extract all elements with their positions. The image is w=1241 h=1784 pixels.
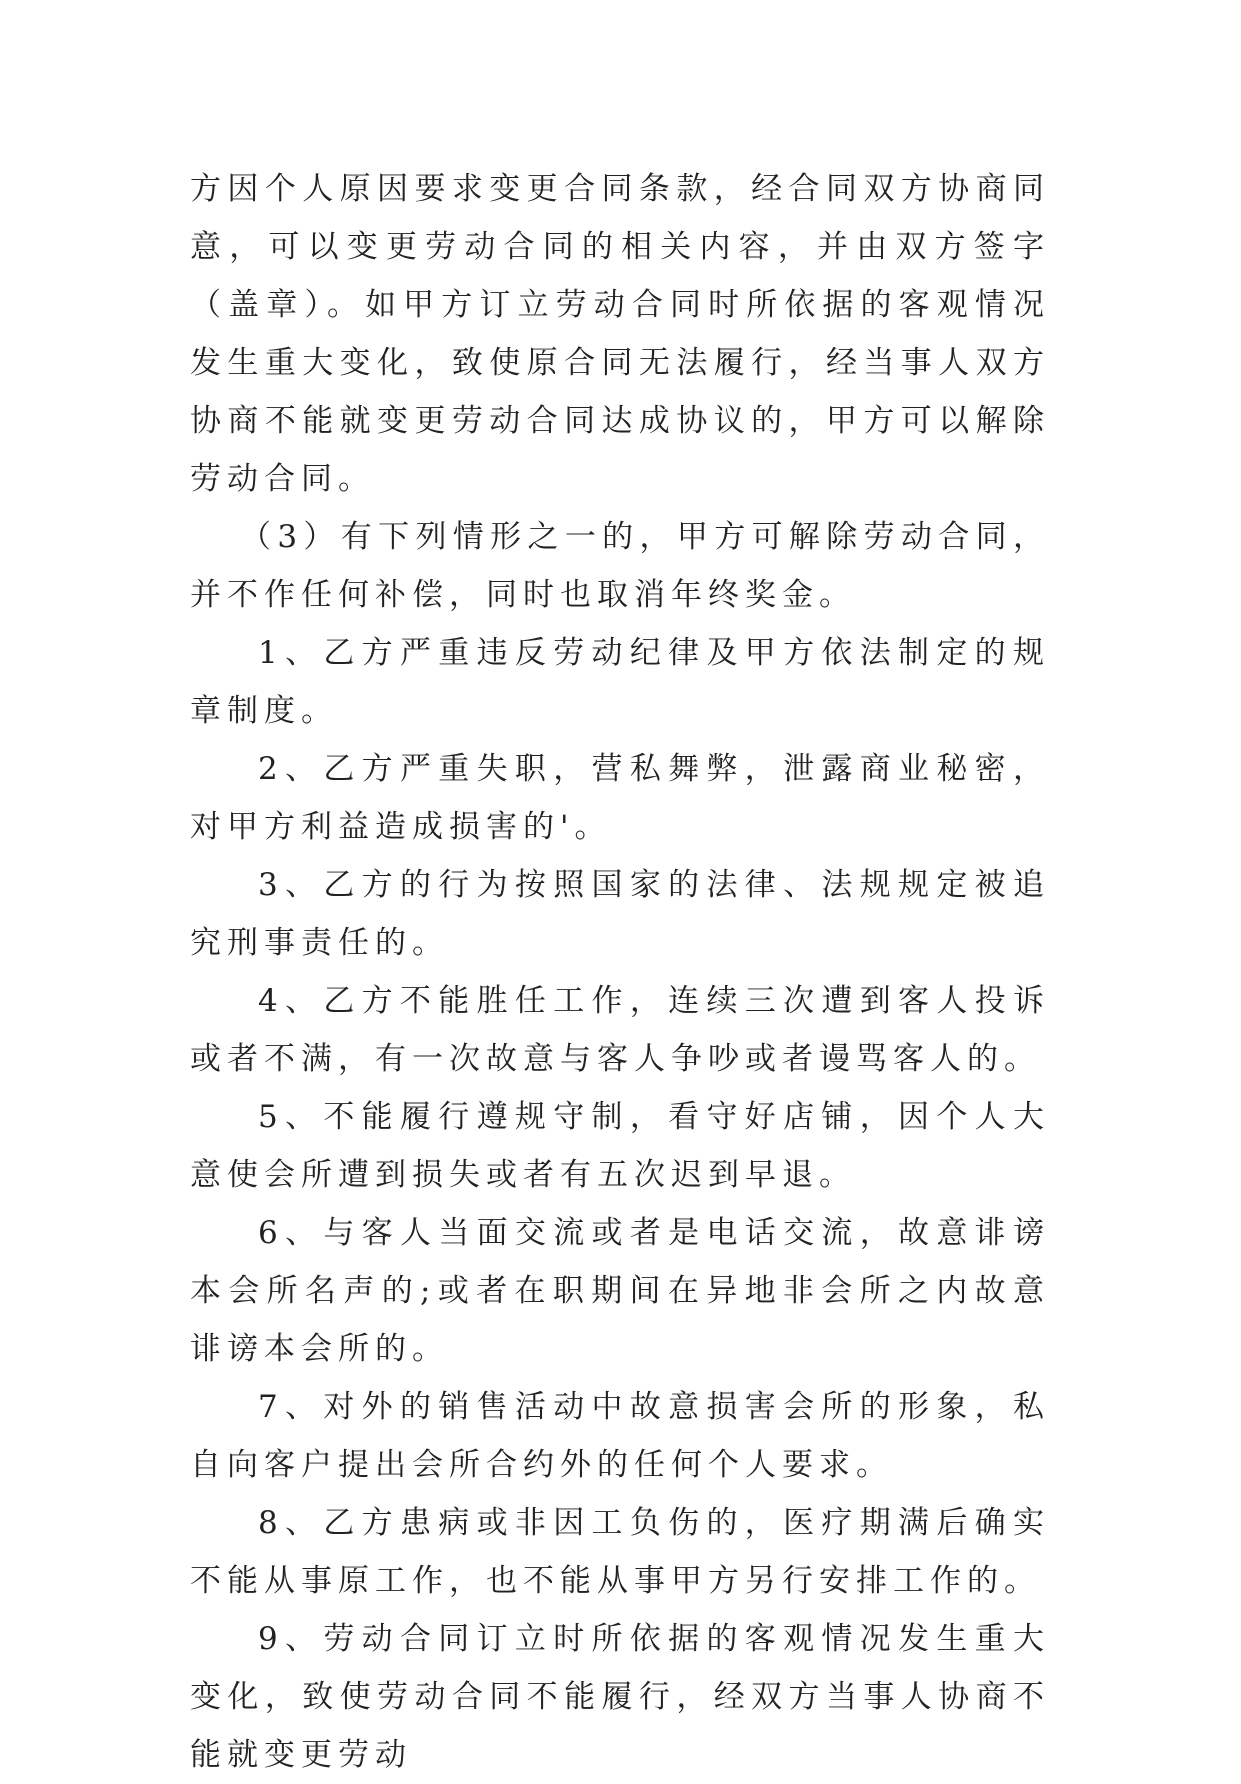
paragraph-item-8: 8、乙方患病或非因工负伤的，医疗期满后确实不能从事原工作，也不能从事甲方另行安排工作的。 xyxy=(190,1505,1050,1599)
paragraph-item-3: 3、乙方的行为按照国家的法律、法规规定被追究刑事责任的。 xyxy=(190,867,1050,961)
document-body xyxy=(190,160,1050,1784)
paragraph-contract-change: 方因个人原因要求变更合同条款，经合同双方协商同意，可以变更劳动合同的相关内容，并由双方签字（盖章）。如甲方订立劳动合同时所依据的客观情况发生重大变化，致使原合同无法履行，经当事人双方协商不能就变更劳动合同达成协议的，甲方可以解除劳动合同。 xyxy=(190,171,1050,497)
paragraph-item-7: 7、对外的销售活动中故意损害会所的形象，私自向客户提出会所合约外的任何个人要求。 xyxy=(190,1389,1050,1483)
paragraph-item-4: 4、乙方不能胜任工作，连续三次遭到客人投诉或者不满，有一次故意与客人争吵或者谩骂客人的。 xyxy=(190,983,1050,1077)
paragraph-item-2: 2、乙方严重失职，营私舞弊，泄露商业秘密，对甲方利益造成损害的'。 xyxy=(190,751,1050,845)
paragraph-clause-3: （3）有下列情形之一的，甲方可解除劳动合同，并不作任何补偿，同时也取消年终奖金。 xyxy=(190,519,1050,613)
paragraph-item-1: 1、乙方严重违反劳动纪律及甲方依法制定的规章制度。 xyxy=(190,635,1050,729)
paragraph-item-6: 6、与客人当面交流或者是电话交流，故意诽谤本会所名声的;或者在职期间在异地非会所之内故意诽谤本会所的。 xyxy=(190,1215,1050,1367)
paragraph-item-9: 9、劳动合同订立时所依据的客观情况发生重大变化，致使劳动合同不能履行，经双方当事人协商不能就变更劳动 xyxy=(190,1621,1050,1773)
paragraph-item-5: 5、不能履行遵规守制，看守好店铺，因个人大意使会所遭到损失或者有五次迟到早退。 xyxy=(190,1099,1050,1193)
